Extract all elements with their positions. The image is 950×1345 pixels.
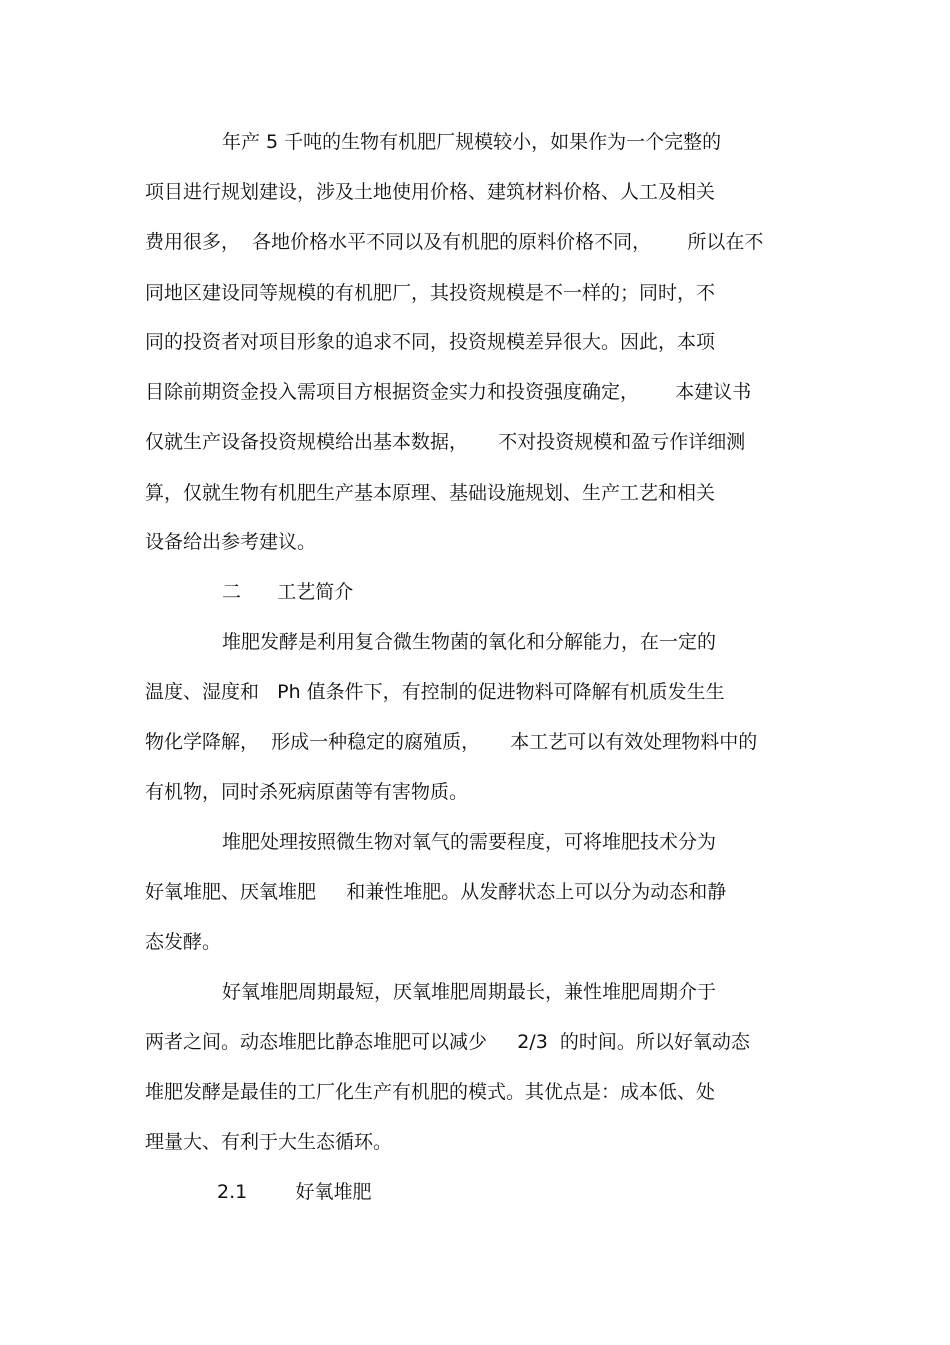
paragraph-line: 堆肥发酵是利用复合微生物菌的氧化和分解能力，在一定的	[222, 631, 717, 653]
paragraph-line: 理量大、有利于大生态循环。	[145, 1131, 393, 1153]
paragraph-line: 态发酵。	[145, 931, 222, 953]
paragraph-line: 两者之间。动态堆肥比静态堆肥可以减少 2/3 的时间。所以好氧动态	[145, 1031, 750, 1053]
paragraph-line: 好氧堆肥、厌氧堆肥 和兼性堆肥。从发酵状态上可以分为动态和静	[145, 881, 727, 903]
paragraph-line: 物化学降解， 形成一种稳定的腐殖质， 本工艺可以有效处理物料中的	[145, 731, 758, 753]
paragraph-line: 年产 5 千吨的生物有机肥厂规模较小，如果作为一个完整的	[222, 131, 722, 153]
paragraph-line: 费用很多， 各地价格水平不同以及有机肥的原料价格不同， 所以在不	[145, 231, 764, 253]
subsection-heading: 2.1 好氧堆肥	[217, 1181, 372, 1203]
paragraph-line: 有机物，同时杀死病原菌等有害物质。	[145, 781, 469, 803]
paragraph-line: 项目进行规划建设，涉及土地使用价格、建筑材料价格、人工及相关	[145, 181, 716, 203]
paragraph-line: 同的投资者对项目形象的追求不同，投资规模差异很大。因此，本项	[145, 331, 716, 353]
paragraph-line: 同地区建设同等规模的有机肥厂，其投资规模是不一样的；同时，不	[145, 282, 716, 304]
section-heading: 二 工艺简介	[222, 581, 354, 603]
paragraph-line: 仅就生产设备投资规模给出基本数据， 不对投资规模和盈亏作详细测	[145, 431, 746, 453]
paragraph-line: 堆肥处理按照微生物对氧气的需要程度，可将堆肥技术分为	[222, 831, 717, 853]
paragraph-line: 算，仅就生物有机肥生产基本原理、基础设施规划、生产工艺和相关	[145, 482, 716, 504]
paragraph-line: 堆肥发酵是最佳的工厂化生产有机肥的模式。其优点是：成本低、处	[145, 1081, 716, 1103]
paragraph-line: 设备给出参考建议。	[145, 531, 317, 553]
paragraph-line: 好氧堆肥周期最短，厌氧堆肥周期最长，兼性堆肥周期介于	[222, 981, 717, 1003]
paragraph-line: 温度、湿度和 Ph 值条件下，有控制的促进物料可降解有机质发生生	[145, 681, 725, 703]
paragraph-line: 目除前期资金投入需项目方根据资金实力和投资强度确定， 本建议书	[145, 381, 752, 403]
